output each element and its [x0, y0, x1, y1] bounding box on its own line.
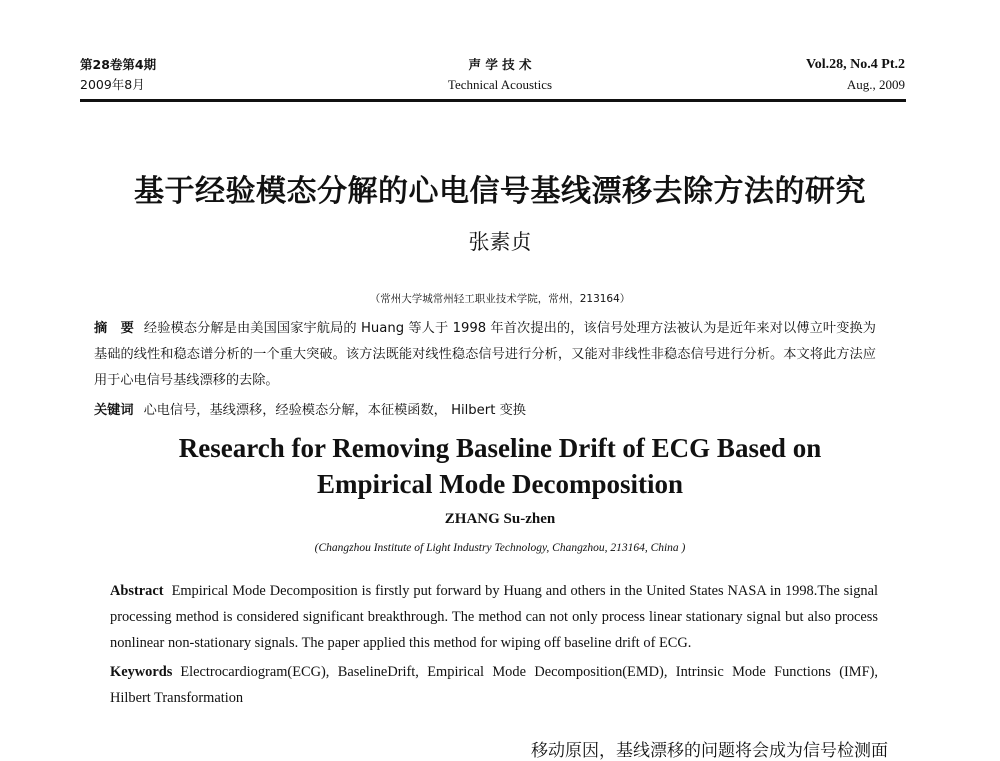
title-cn: 基于经验模态分解的心电信号基线漂移去除方法的研究 [134, 174, 866, 209]
header-rule [80, 99, 906, 102]
keywords-en-text: Electrocardiogram(ECG), BaselineDrift, Empirical Mode Decomposition(EMD), Intrinsic Mode Functions (IMF), Hilbert Transformation [110, 664, 878, 706]
keywords-cn-label: 关键词 [94, 403, 134, 418]
date-cn: 2009年8月 [80, 77, 145, 92]
author-cn: 张素贞 [468, 230, 532, 254]
affiliation-cn: （常州大学城常州轻工职业技术学院，常州，213164） [369, 293, 631, 305]
abstract-cn-label: 摘 要 [94, 321, 134, 336]
volume-issue-en: Vol.28, No.4 Pt.2 [805, 57, 905, 72]
journal-name-cn: 声 学 技 术 [468, 57, 532, 72]
affiliation-en: (Changzhou Institute of Light Industry Technology, Changzhou, 213164, China ) [314, 542, 686, 554]
abstract-cn-text: 经验模态分解是由美国国家宇航局的 Huang 等人于 1998 年首次提出的，该信号处理方法被认为是近年来对以傅立叶变换为基础的线性和稳态谱分析的一个重大突破。该方法既能对线性稳态信号进行分析，又能对非线性非稳态信号进行分析。本文将此方法应用于心电信号基线漂移的去除。 [94, 321, 876, 388]
keywords-cn-text: 心电信号，基线漂移，经验模态分解，本征模函数， Hilbert 变换 [143, 403, 526, 418]
journal-name-en: Technical Acoustics [447, 77, 553, 92]
journal-volume [806, 55, 905, 95]
keywords-cn [94, 398, 876, 424]
volume-issue-cn: 第28卷第4期 [80, 57, 157, 72]
abstract-en-paragraph [110, 578, 878, 656]
keywords-en [110, 659, 878, 711]
author-en: ZHANG Su-zhen [444, 511, 556, 527]
abstract-cn [94, 316, 876, 424]
title-en [0, 430, 1000, 502]
date-en: Aug., 2009 [846, 77, 905, 92]
keywords-en-label: Keywords [110, 664, 173, 680]
body-text-fragment: 移动原因，基线漂移的问题将会成为信号检测面 [531, 741, 888, 761]
title-en-line1: Research for Removing Baseline Drift of ECG Based on [178, 433, 822, 463]
abstract-en-label: Abstract [110, 583, 164, 599]
abstract-en-text: Empirical Mode Decomposition is firstly put forward by Huang and others in the United States NASA in 1998.The signal processing method is considered significant breakthrough. The method can not only process linear stationary signal but also process nonlinear non-stationary signals. The paper applied this method for wiping off baseline drift of ECG. [110, 583, 878, 651]
title-en-line2: Empirical Mode Decomposition [317, 469, 683, 499]
abstract-cn-paragraph [94, 316, 876, 394]
abstract-en [110, 578, 878, 711]
